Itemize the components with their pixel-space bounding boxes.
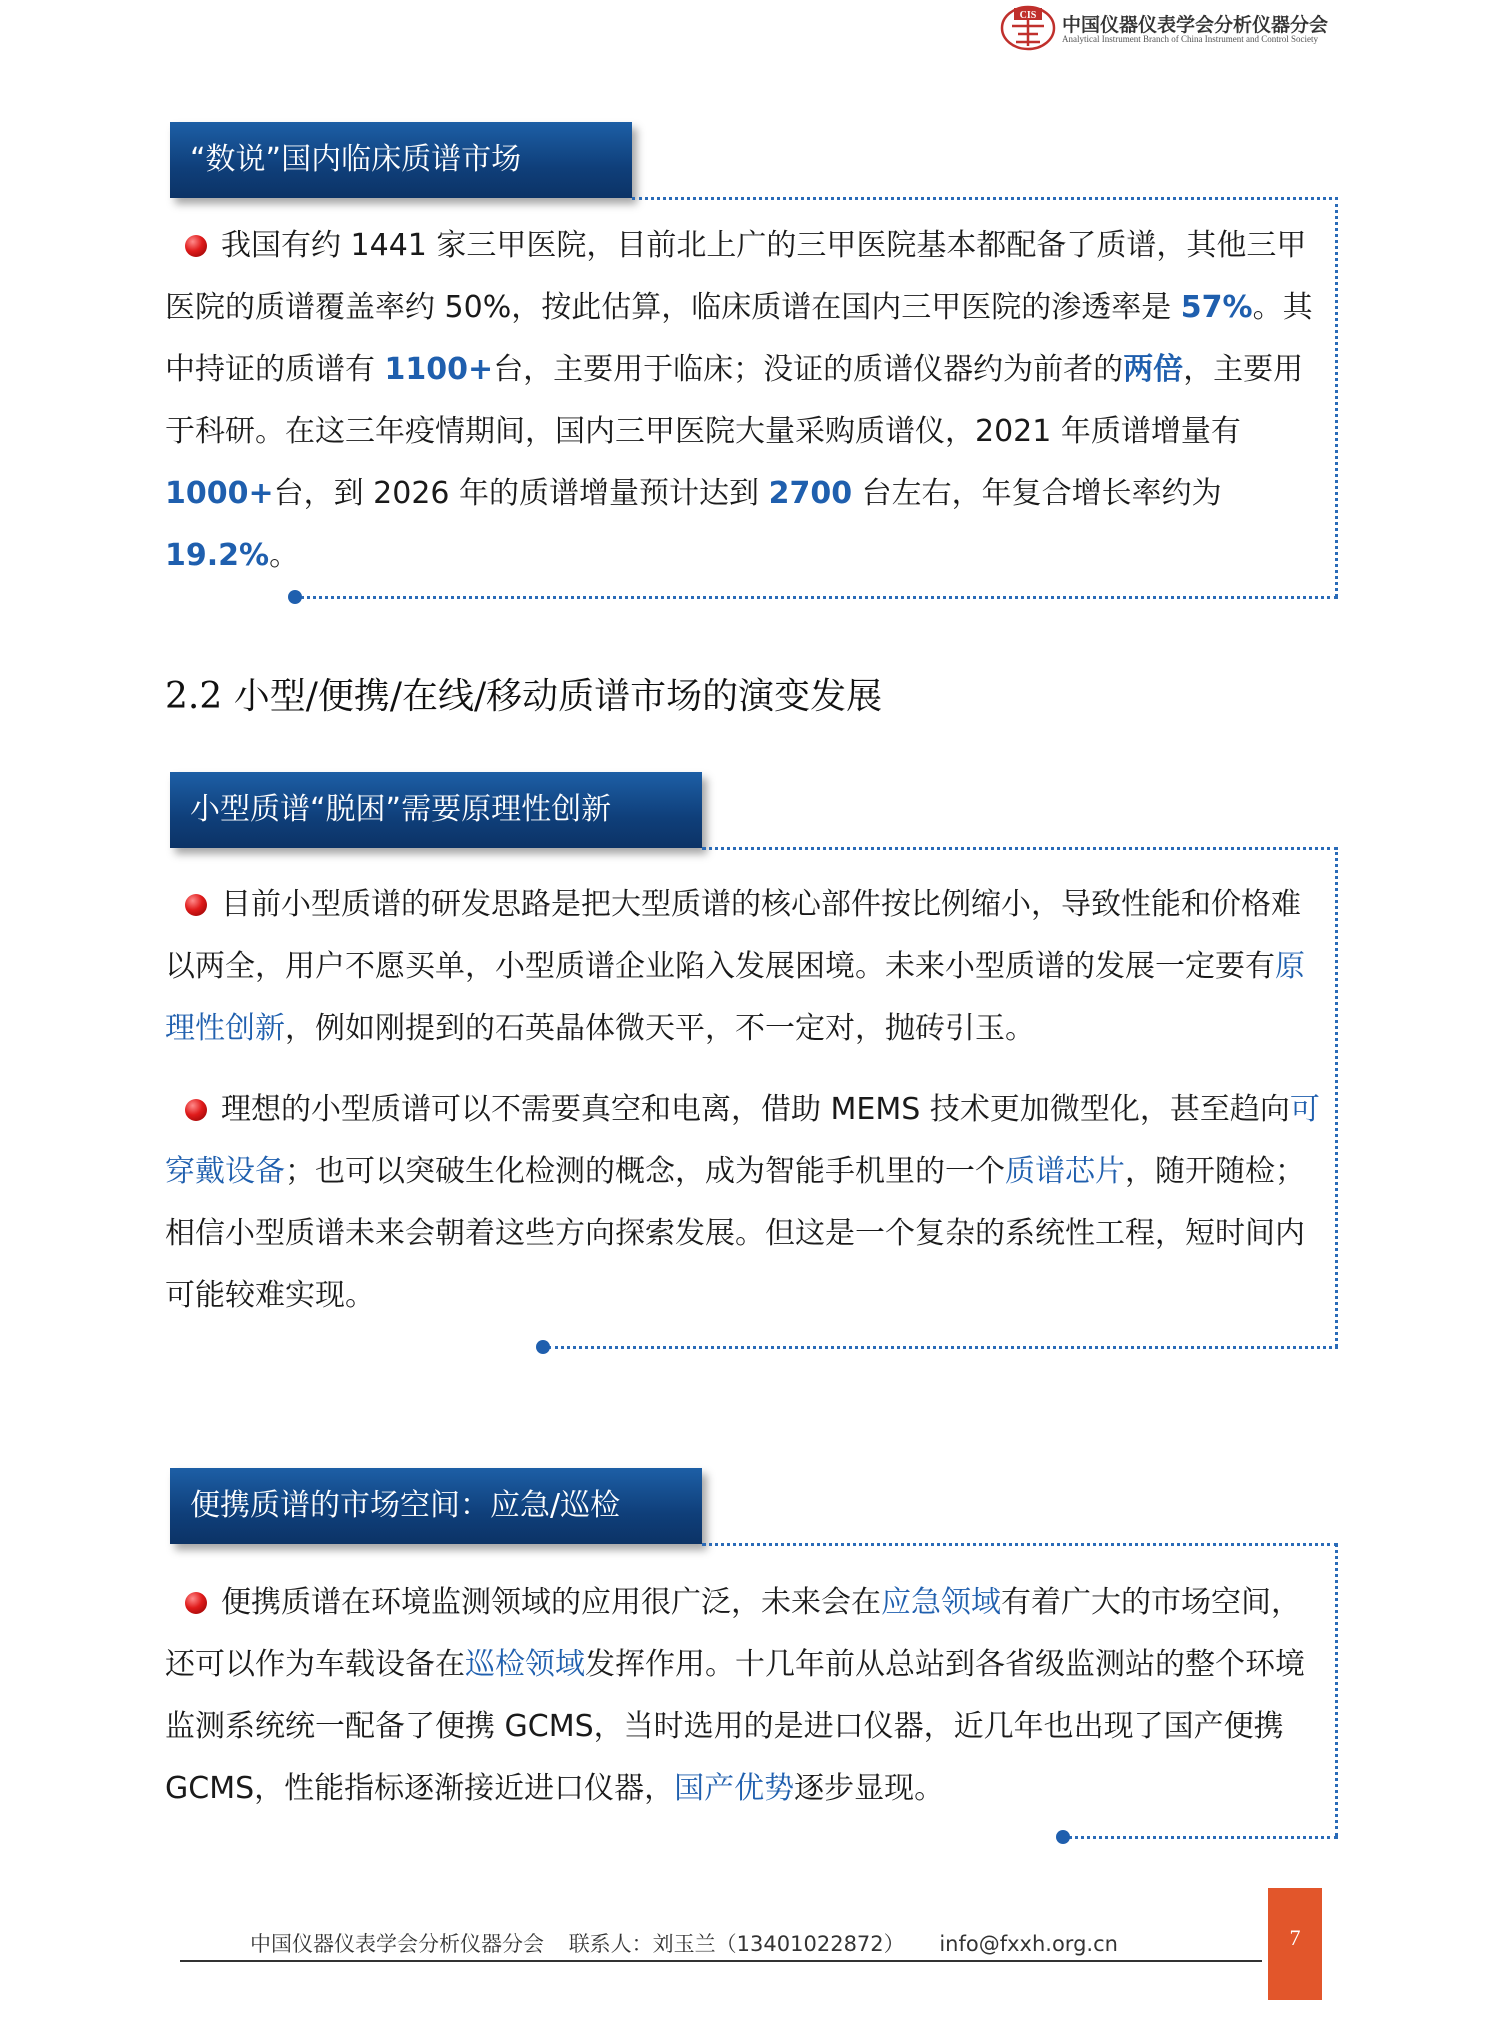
logo-text: CIS	[1019, 10, 1037, 21]
frame-dot	[1056, 1830, 1070, 1844]
highlight-wearable: 可穿戴设备	[165, 1092, 1320, 1189]
section-banner-clinical: “数说”国内临床质谱市场	[170, 122, 632, 198]
section-banner-small-ms: 小型质谱“脱困”需要原理性创新	[170, 772, 702, 848]
frame-dot	[288, 590, 302, 604]
footer-contact	[250, 1928, 1118, 1958]
paragraph-clinical: 我国有约 1441 家三甲医院，目前北上广的三甲医院基本都配备了质谱，其他三甲医院的质谱覆盖率约 50%，按此估算，临床质谱在国内三甲医院的渗透率是 57%。其中持证的质谱有 1100+台，主要用于临床；没证的质谱仪器约为前者的两倍，主要用于科研。在这三年疫情期间，国内三甲医院大量采购质谱仪，2021 年质谱增量有 1000+台，到 2026 年的质谱增量预计达到 2700 台左右，年复合增长率约为 19.2%。	[165, 228, 1313, 573]
bullet-icon	[185, 1592, 207, 1614]
org-name-cn: 中国仪器仪表学会分析仪器分会	[1062, 14, 1329, 36]
section-banner-portable-ms: 便携质谱的市场空间：应急/巡检	[170, 1468, 702, 1544]
highlight-penetration-rate: 57%	[1180, 290, 1253, 325]
highlight-2021-increase: 1000+	[165, 476, 274, 511]
highlight-inspection: 巡检领域	[465, 1647, 585, 1682]
highlight-double: 两倍	[1123, 352, 1184, 387]
highlight-domestic-advantage: 国产优势	[674, 1771, 795, 1806]
paragraph-portable-ms: 便携质谱在环境监测领域的应用很广泛，未来会在应急领域有着广大的市场空间，还可以作为车载设备在巡检领域发挥作用。十几年前从总站到各省级监测站的整个环境监测系统统一配备了便携 GCMS，当时选用的是进口仪器，近几年也出现了国产便携 GCMS，性能指标逐渐接近进口仪器，国产优势逐步显现。	[165, 1585, 1305, 1806]
footer-org: 中国仪器仪表学会分析仪器分会	[250, 1932, 544, 1956]
highlight-cagr: 19.2%	[165, 538, 270, 573]
highlight-emergency: 应急领域	[881, 1585, 1001, 1620]
highlight-chip: 质谱芯片	[1005, 1154, 1125, 1189]
footer-contact-person: 联系人：刘玉兰（13401022872）	[568, 1932, 905, 1956]
paragraph-small-ms-2: 理想的小型质谱可以不需要真空和电离，借助 MEMS 技术更加微型化，甚至趋向可穿戴设备；也可以突破生化检测的概念，成为智能手机里的一个质谱芯片，随开随检；相信小型质谱未来会朝着这些方向探索发展。但这是一个复杂的系统性工程，短时间内可能较难实现。	[165, 1092, 1320, 1313]
footer-email[interactable]: info@fxxh.org.cn	[939, 1932, 1118, 1956]
page-number: 7	[1268, 1888, 1322, 2000]
bullet-icon	[185, 894, 207, 916]
footer-divider	[180, 1960, 1262, 1962]
society-seal-icon	[1000, 4, 1056, 52]
highlight-2026-increase: 2700	[768, 476, 853, 511]
highlight-innovation: 原理性创新	[165, 949, 1305, 1046]
header-logo	[1000, 0, 1330, 52]
bullet-icon	[185, 235, 207, 257]
frame-dot	[536, 1340, 550, 1354]
paragraph-small-ms-1: 目前小型质谱的研发思路是把大型质谱的核心部件按比例缩小，导致性能和价格难以两全，用户不愿买单，小型质谱企业陷入发展困境。未来小型质谱的发展一定要有原理性创新，例如刚提到的石英晶体微天平，不一定对，抛砖引玉。	[165, 887, 1305, 1046]
highlight-certified-count: 1100+	[384, 352, 494, 387]
section-title-2-2: 2.2 小型/便携/在线/移动质谱市场的演变发展	[165, 676, 883, 717]
bullet-icon	[185, 1099, 207, 1121]
org-name-en: Analytical Instrument Branch of China Instrument and Control Society	[1062, 34, 1318, 44]
